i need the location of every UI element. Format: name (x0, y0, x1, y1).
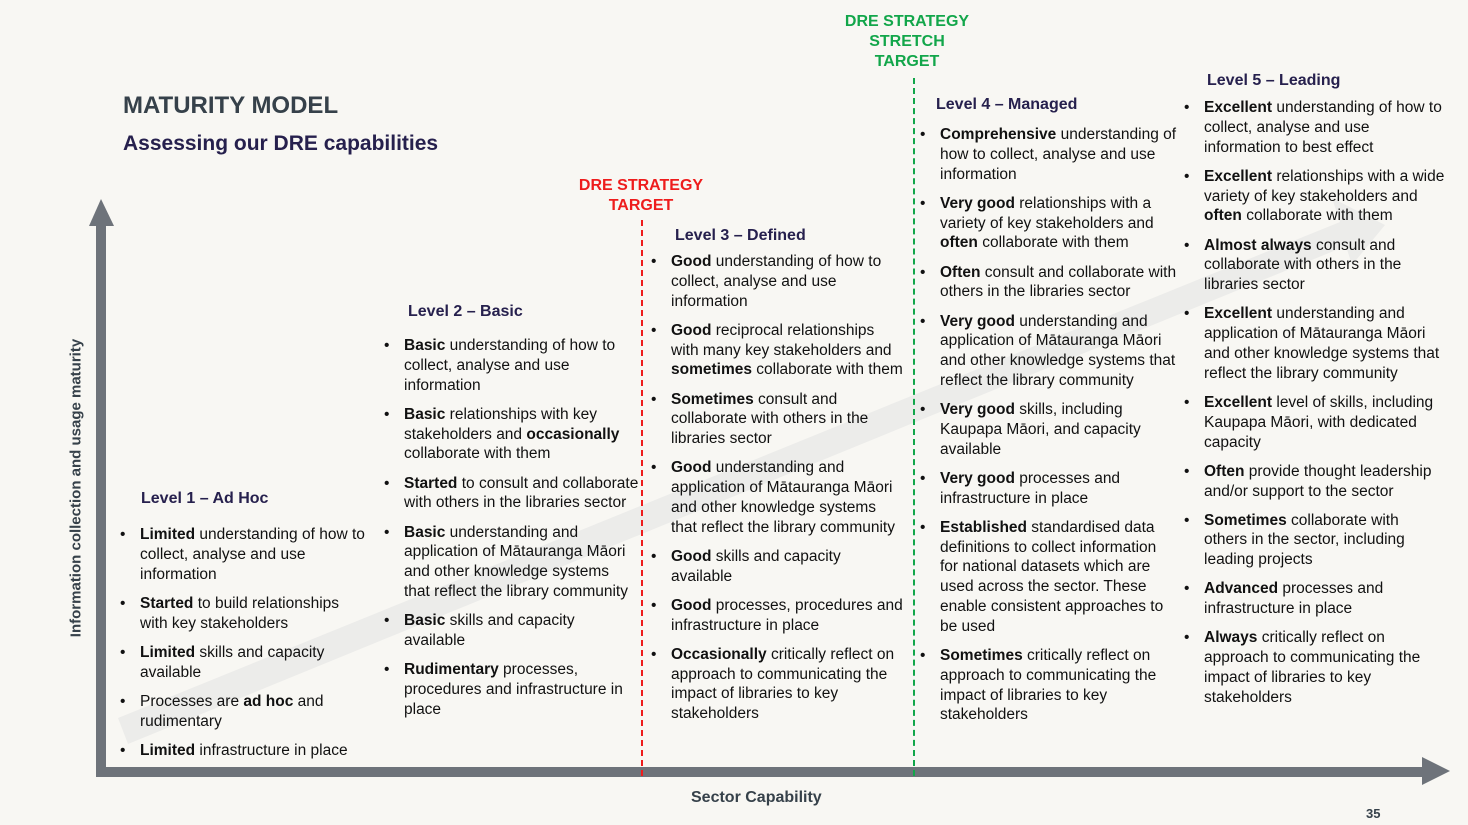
level-items (384, 336, 639, 720)
level-items (651, 252, 906, 724)
list-item: • Often provide thought leadership and/or support to the sector (1184, 462, 1446, 502)
page-title: MATURITY MODEL (123, 92, 339, 119)
level-title: Level 1 – Ad Hoc (141, 490, 269, 507)
list-item: • Comprehensive understanding of how to collect, analyse and use information (920, 125, 1178, 184)
level-items (120, 525, 370, 761)
list-item: • Good reciprocal relationships with many key stakeholders and sometimes collaborate with them (651, 321, 906, 380)
list-item: • Processes are ad hoc and rudimentary (120, 692, 370, 732)
page-number: 35 (1366, 806, 1381, 821)
list-item: • Basic understanding and application of Mātauranga Māori and other knowledge systems that reflect the library community (384, 523, 639, 602)
list-item: • Advanced processes and infrastructure in place (1184, 579, 1446, 619)
list-item: • Basic relationships with key stakeholders and occasionally collaborate with them (384, 405, 639, 464)
level-2-column (384, 303, 639, 729)
list-item: • Sometimes consult and collaborate with others in the libraries sector (651, 390, 906, 449)
list-item: • Started to build relationships with key stakeholders (120, 594, 370, 634)
strategy-target-label: DRE STRATEGY TARGET (578, 177, 704, 214)
list-item: • Excellent understanding of how to collect, analyse and use information to best effect (1184, 98, 1446, 157)
list-item: • Limited infrastructure in place (120, 741, 370, 761)
list-item: • Very good understanding and application of Mātauranga Māori and other knowledge systems that reflect the library community (920, 312, 1178, 391)
strategy-target-line (641, 220, 643, 776)
list-item: • Good understanding of how to collect, analyse and use information (651, 252, 906, 311)
list-item: • Excellent understanding and application of Mātauranga Māori and other knowledge systems that reflect the library community (1184, 304, 1446, 383)
list-item: • Rudimentary processes, procedures and infrastructure in place (384, 660, 639, 719)
list-item: • Limited skills and capacity available (120, 643, 370, 683)
list-item: • Always critically reflect on approach to communicating the impact of libraries to key stakeholders (1184, 628, 1446, 707)
level-items (920, 125, 1178, 725)
list-item: • Excellent level of skills, including Kaupapa Māori, with dedicated capacity (1184, 393, 1446, 452)
list-item: • Occasionally critically reflect on approach to communicating the impact of libraries to key stakeholders (651, 645, 906, 724)
list-item: • Very good processes and infrastructure in place (920, 469, 1178, 509)
level-title: Level 2 – Basic (408, 303, 523, 320)
list-item: • Basic understanding of how to collect, analyse and use information (384, 336, 639, 395)
level-3-column (651, 227, 906, 733)
list-item: • Often consult and collaborate with others in the libraries sector (920, 263, 1178, 303)
list-item: • Excellent relationships with a wide variety of key stakeholders and often collaborate with them (1184, 167, 1446, 226)
stretch-target-line (913, 78, 915, 776)
list-item: • Very good skills, including Kaupapa Māori, and capacity available (920, 400, 1178, 459)
list-item: • Almost always consult and collaborate with others in the libraries sector (1184, 236, 1446, 295)
level-items (1184, 98, 1446, 708)
page-subtitle: Assessing our DRE capabilities (123, 132, 439, 155)
list-item: • Sometimes collaborate with others in the sector, including leading projects (1184, 511, 1446, 570)
level-title: Level 5 – Leading (1207, 72, 1341, 89)
list-item: • Very good relationships with a variety of key stakeholders and often collaborate with them (920, 194, 1178, 253)
list-item: • Limited understanding of how to collect, analyse and use information (120, 525, 370, 584)
x-axis-label: Sector Capability (691, 789, 822, 806)
list-item: • Basic skills and capacity available (384, 611, 639, 651)
list-item: • Started to consult and collaborate with others in the libraries sector (384, 474, 639, 514)
level-4-column (920, 96, 1178, 735)
stretch-target-label: DRE STRATEGY STRETCH TARGET (844, 13, 970, 70)
list-item: • Sometimes critically reflect on approach to communicating the impact of libraries to key stakeholders (920, 646, 1178, 725)
level-1-column (120, 490, 370, 770)
level-title: Level 3 – Defined (675, 227, 806, 244)
y-axis-label: Information collection and usage maturity (67, 338, 85, 638)
level-5-column (1184, 72, 1446, 717)
level-title: Level 4 – Managed (936, 96, 1078, 113)
list-item: • Established standardised data definitions to collect information for national datasets which are used across the sector. These enable consistent approaches to be used (920, 518, 1178, 637)
list-item: • Good understanding and application of Mātauranga Māori and other knowledge systems that reflect the library community (651, 458, 906, 537)
y-axis-arrow-icon (89, 199, 114, 777)
list-item: • Good skills and capacity available (651, 547, 906, 587)
list-item: • Good processes, procedures and infrastructure in place (651, 596, 906, 636)
